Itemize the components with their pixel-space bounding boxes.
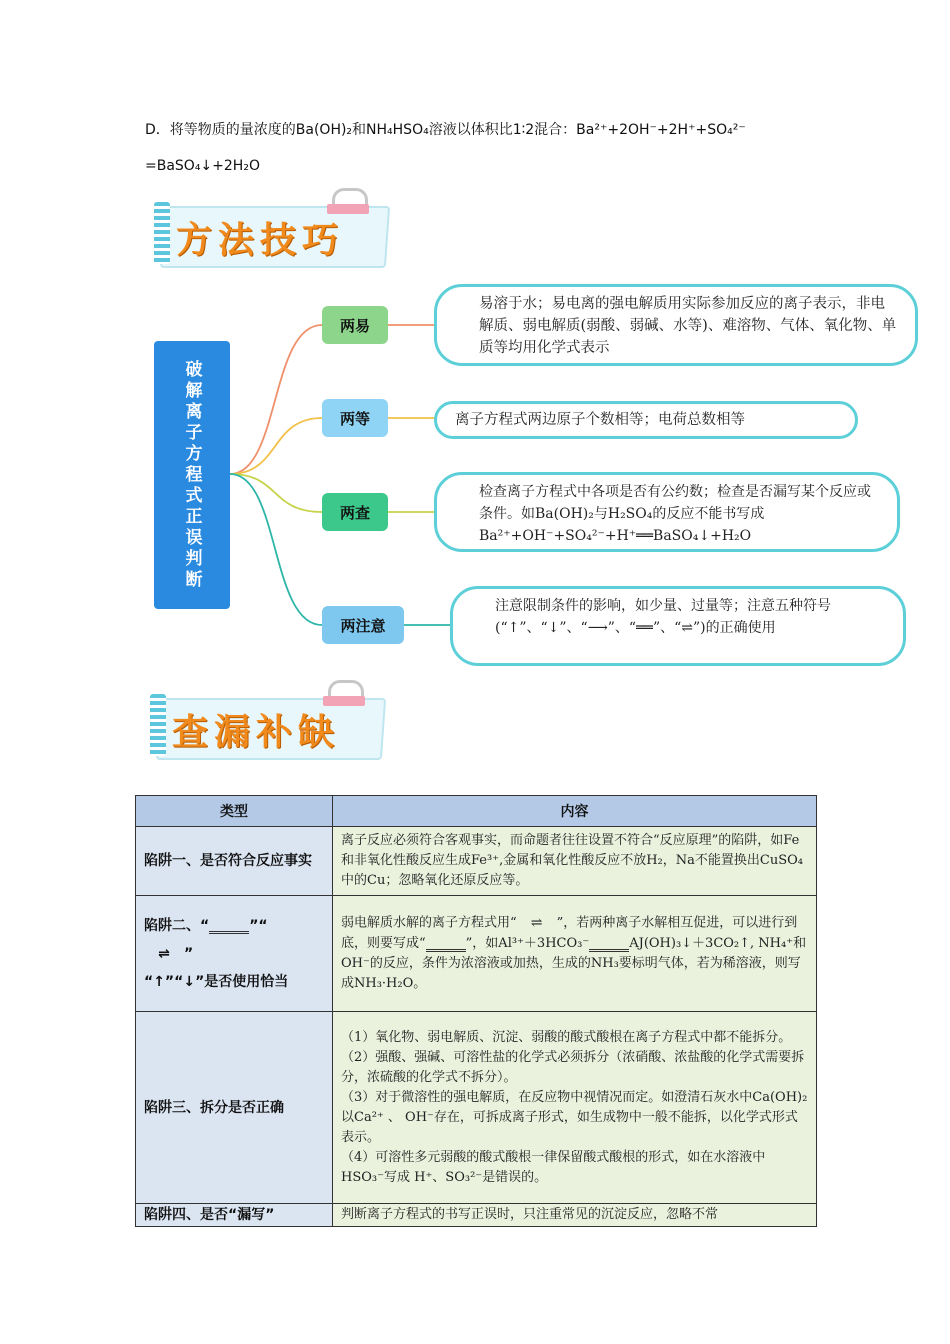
reversible-arrow-icon: ⇌ <box>158 945 170 962</box>
list-item: （2）强酸、强碱、可溶性盐的化学式必须拆分（浓硝酸、浓盐酸的化学式需要拆分，浓硫酸的化学式不拆分）。 <box>341 1049 805 1085</box>
desc-liangzhuyi: 注意限制条件的影响，如少量、过量等；注意五种符号(“↑”、“↓”、“⟶”、“══”、“⇌”)的正确使用 <box>450 586 906 666</box>
node-liangyi: 两易 <box>322 306 388 344</box>
desc-liangyi: 易溶于水；易电离的强电解质用实际参加反应的离子表示，非电解质、弱电解质(弱酸、弱碱、水等)、难溶物、气体、氧化物、单质等均用化学式表示 <box>434 284 918 366</box>
trap-type: 陷阱四、是否“漏写” <box>136 1204 333 1227</box>
desc-liangcha: 检查离子方程式中各项是否有公约数；检查是否漏写某个反应或条件。如Ba(OH)₂与H₂SO₄的反应不能书写成Ba²⁺+OH⁻+SO₄²⁻+H⁺══BaSO₄↓+H₂O <box>434 472 900 552</box>
trap-content: 弱电解质水解的离子方程式用“ ⇌ ”，若两种离子水解相互促进，可以进行到底，则要写成“ ”，如Al³⁺＋3HCO₃⁻ AJ(OH)₃↓＋3CO₂↑, NH₄⁺和OH⁻的反应，条件为浓溶液或加热，生成的NH₃要标明气体，若为稀溶液，则写成NH₃·H₂O。 <box>333 896 817 1012</box>
connector-liangzhuyi <box>230 474 322 625</box>
review-banner-title: 查漏补缺 <box>172 711 341 753</box>
header-type: 类型 <box>136 796 333 827</box>
option-d-line: D．将等物质的量浓度的Ba(OH)₂和NH₄HSO₄溶液以体积比1∶2混合：Ba²⁺+2OH⁻+2H⁺+SO₄²⁻ <box>145 122 746 138</box>
trap-type: 陷阱二、“ ”“ ⇌ ” “↑”“↓”是否使用恰当 <box>136 896 333 1012</box>
reversible-arrow-icon: ⇌ <box>530 915 543 932</box>
table-row <box>136 827 817 896</box>
trap-type: 陷阱三、拆分是否正确 <box>136 1012 333 1204</box>
header-content: 内容 <box>333 796 817 827</box>
trap-content: 判断离子方程式的书写正误时，只注重常见的沉淀反应，忽略不常 <box>333 1204 817 1227</box>
table-header-row <box>136 796 817 827</box>
table-row <box>136 1012 817 1204</box>
list-item: （1）氧化物、弱电解质、沉淀、弱酸的酸式酸根在离子方程式中都不能拆分。 <box>341 1029 792 1045</box>
review-banner <box>150 692 382 758</box>
connector-liangyi <box>230 325 322 474</box>
equals-symbol-icon <box>589 935 629 952</box>
trap-table <box>135 795 817 1227</box>
option-d-equation-end: =BaSO₄↓+2H₂O <box>145 158 260 174</box>
list-item: （4）可溶性多元弱酸的酸式酸根一律保留酸式酸根的形式，如在水溶液中HSO₃⁻写成 H⁺、SO₃²⁻是错误的。 <box>341 1149 766 1185</box>
trap-type: 陷阱一、是否符合反应事实 <box>136 827 333 896</box>
equals-symbol-icon <box>209 917 249 934</box>
table-row <box>136 896 817 1012</box>
desc-liangdeng: 离子方程式两边原子个数相等；电荷总数相等 <box>434 401 858 439</box>
node-liangzhuyi: 两注意 <box>322 606 404 644</box>
table-row <box>136 1204 817 1227</box>
mindmap-root: 破解离子方程式正误判断 <box>154 341 230 609</box>
node-liangcha: 两查 <box>322 493 388 531</box>
node-liangdeng: 两等 <box>322 399 388 437</box>
equals-symbol-icon <box>426 935 466 952</box>
connector-liangdeng <box>230 418 322 474</box>
list-item: （3）对于微溶性的强电解质，在反应物中视情况而定。如澄清石灰水中Ca(OH)₂以Ca²⁺ 、 OH⁻存在，可拆成离子形式，如生成物中一般不能拆，以化学式形式表示。 <box>341 1089 808 1145</box>
trap-content: 离子反应必须符合客观事实，而命题者往往设置不符合“反应原理”的陷阱，如Fe和非氧化性酸反应生成Fe³⁺,金属和氧化性酸反应不放H₂，Na不能置换出CuSO₄中的Cu；忽略氧化还原反应等。 <box>333 827 817 896</box>
trap-content <box>333 1012 817 1204</box>
method-banner-title: 方法技巧 <box>176 219 345 261</box>
